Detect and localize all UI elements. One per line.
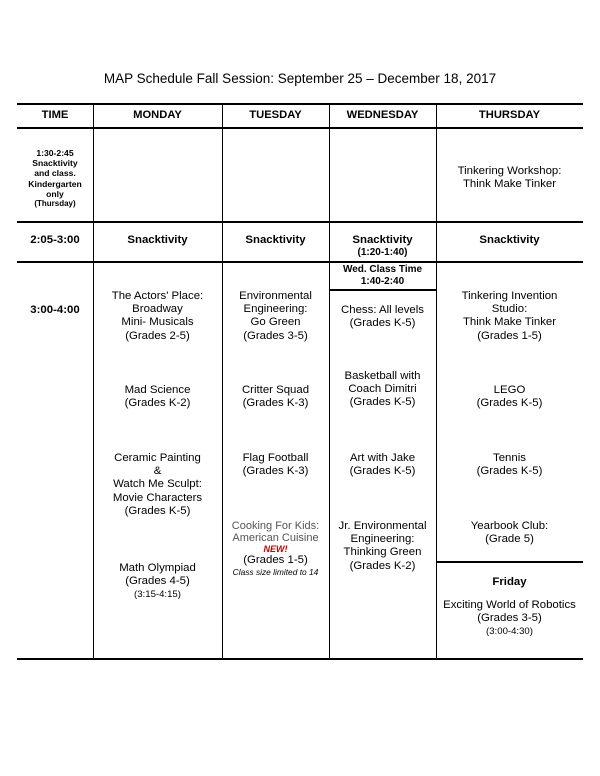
class-line: American Cuisine <box>232 532 319 544</box>
class-line: Mini- Musicals <box>121 316 194 329</box>
row3-time: 3:00-4:00 <box>30 304 80 316</box>
header-monday: MONDAY <box>133 109 182 121</box>
header-thursday: THURSDAY <box>478 109 541 121</box>
class-line: Yearbook Club: <box>470 520 549 532</box>
time-line: (Thursday) <box>34 199 76 209</box>
class-line: (Grades K-5) <box>349 317 416 330</box>
thursday-class-yearbook-club <box>436 520 583 546</box>
class-line: LEGO <box>493 384 526 396</box>
class-time: (1:20-1:40) <box>357 247 408 259</box>
header-time: TIME <box>41 109 69 121</box>
class-line: Engineering: <box>350 533 415 546</box>
row1-divider <box>17 221 583 223</box>
thursday-class-tennis <box>436 452 583 478</box>
class-line: (Grades K-3) <box>242 465 309 478</box>
monday-class-actors-place <box>93 290 222 343</box>
class-line: Coach Dimitri <box>348 383 417 396</box>
class-note: Class size limited to 14 <box>232 567 319 578</box>
row2-thursday: Snacktivity <box>479 234 540 246</box>
class-line: (Grades K-3) <box>242 397 309 410</box>
row1-time <box>17 148 93 209</box>
class-line: Thinking Green <box>343 546 422 559</box>
row1-thursday-class <box>436 165 583 191</box>
page-title: MAP Schedule Fall Session: September 25 – December 18, 2017 <box>103 71 497 86</box>
row2-monday: Snacktivity <box>127 234 188 246</box>
class-line: (Grades 3-5) <box>243 329 308 342</box>
class-line: (Grades 1-5) <box>243 554 308 566</box>
wed-class-time-divider <box>329 289 436 291</box>
class-line: Watch Me Sculpt: <box>113 478 202 491</box>
tuesday-class-flag-football <box>222 452 329 478</box>
class-line: Tennis <box>493 452 526 464</box>
class-line: Cooking For Kids: <box>231 520 320 532</box>
new-badge: NEW! <box>263 544 288 554</box>
time-line: only <box>46 188 64 199</box>
row2-wednesday <box>329 234 436 258</box>
class-line: Tinkering Workshop: <box>457 165 562 177</box>
thursday-class-lego <box>436 384 583 410</box>
class-line: (Grades K-5) <box>476 397 543 410</box>
class-line: (Grades K-5) <box>349 465 416 478</box>
class-line: & <box>153 465 162 478</box>
monday-class-mad-science <box>93 384 222 410</box>
class-line: Chess: All levels <box>341 304 424 316</box>
class-line: Movie Characters <box>112 491 203 504</box>
class-line: (Grades K-2) <box>124 397 191 410</box>
header-divider <box>17 127 583 129</box>
header-tuesday: TUESDAY <box>249 109 302 121</box>
class-line: Go Green <box>250 316 301 329</box>
time-line: and class. <box>34 168 76 179</box>
table-bottom-border <box>17 658 583 660</box>
friday-divider <box>436 561 583 563</box>
row2-time: 2:05-3:00 <box>30 234 80 246</box>
class-line: Jr. Environmental <box>338 520 427 532</box>
time-line: 1:30-2:45 <box>36 148 74 158</box>
class-line: Environmental <box>239 290 312 302</box>
class-line: (Grade 5) <box>485 533 534 546</box>
monday-class-ceramic-painting <box>93 452 222 518</box>
class-line: (Grades K-5) <box>476 465 543 478</box>
class-time: (3:15-4:15) <box>134 589 181 601</box>
friday-class-robotics <box>436 599 583 639</box>
tuesday-class-cooking-for-kids <box>218 520 333 577</box>
class-line: Engineering: <box>243 303 308 316</box>
class-line: (Grades K-2) <box>349 559 416 572</box>
time-line: Kindergarten <box>28 178 82 189</box>
class-line: Snacktivity <box>352 234 413 246</box>
wednesday-class-basketball <box>329 370 436 410</box>
class-line: The Actors' Place: <box>111 290 204 302</box>
header-wednesday: WEDNESDAY <box>346 109 419 121</box>
class-line: Art with Jake <box>349 452 416 464</box>
class-line: Tinkering Invention <box>461 290 558 302</box>
class-line: Think Make Tinker <box>462 316 557 329</box>
class-line: Mad Science <box>124 384 191 396</box>
class-line: Broadway <box>132 303 183 316</box>
class-line: Flag Football <box>242 452 309 464</box>
time-line: Snacktivity <box>32 158 78 169</box>
class-line: Math Olympiad <box>119 562 196 574</box>
class-time-value: 1:40-2:40 <box>360 276 405 287</box>
tuesday-class-critter-squad <box>222 384 329 410</box>
class-line: (Grades 2-5) <box>125 329 190 342</box>
class-time-label: Wed. Class Time <box>342 264 423 275</box>
wednesday-class-art-with-jake <box>329 452 436 478</box>
friday-label: Friday <box>492 576 527 588</box>
row2-tuesday: Snacktivity <box>245 234 306 246</box>
wednesday-class-jr-environmental-engineering <box>329 520 436 573</box>
wed-class-time <box>329 264 436 288</box>
class-line: Exciting World of Robotics <box>443 599 576 611</box>
table-top-border <box>17 103 583 105</box>
class-line: (Grades 4-5) <box>125 575 190 588</box>
class-line: (Grades K-5) <box>349 396 416 409</box>
class-line: Basketball with <box>344 370 421 382</box>
thursday-class-tinkering-invention-studio <box>436 290 583 343</box>
class-line: Critter Squad <box>241 384 310 396</box>
row2-divider <box>17 261 583 263</box>
wednesday-class-chess <box>329 304 436 330</box>
class-time: (3:00-4:30) <box>486 626 533 638</box>
class-line: (Grades K-5) <box>124 504 191 517</box>
class-line: Ceramic Painting <box>114 452 201 464</box>
class-line: Think Make Tinker <box>462 178 557 191</box>
class-line: (Grades 3-5) <box>477 612 542 625</box>
monday-class-math-olympiad <box>93 562 222 602</box>
class-line: (Grades 1-5) <box>477 329 542 342</box>
class-line: Studio: <box>491 303 528 316</box>
tuesday-class-environmental-engineering <box>222 290 329 343</box>
